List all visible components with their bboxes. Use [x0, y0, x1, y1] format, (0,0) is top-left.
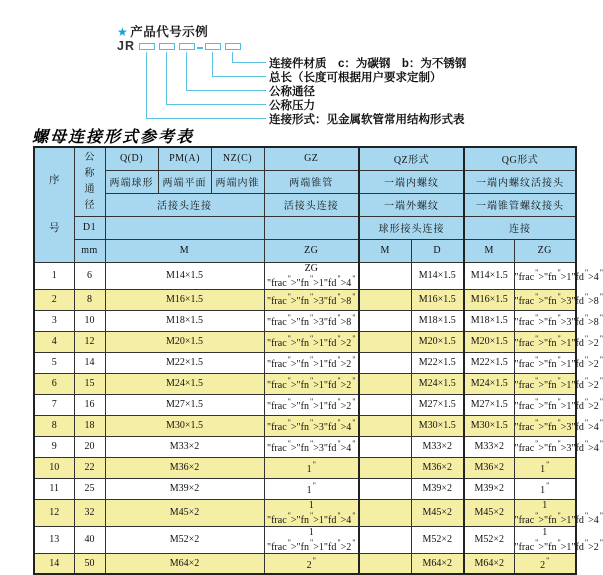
cell-m: M33×2 [105, 436, 264, 457]
cell-m: M20×1.5 [105, 331, 264, 352]
header-qg-zg-unit: ZG [514, 239, 576, 262]
cell-gz: "frac">"fn">3"fd">4" [264, 436, 359, 457]
cell-qg-m: M64×2 [464, 553, 514, 574]
cell-qg-m: M16×1.5 [464, 289, 514, 310]
header-mm: mm [74, 239, 105, 262]
cell-qg-zg: 1" [514, 457, 576, 478]
cell-m: M16×1.5 [105, 289, 264, 310]
cell-gz: "frac">"fn">1"fd">2" [264, 373, 359, 394]
cell-dn: 18 [74, 415, 105, 436]
table-row [34, 289, 576, 310]
cell-qg-zg: "frac">"fn">1"fd">2" [514, 352, 576, 373]
table-row [34, 373, 576, 394]
cell-gz: "frac">"fn">1"fd">2" [264, 331, 359, 352]
cell-dn: 15 [74, 373, 105, 394]
cell-gz: 1 "frac">"fn">1"fd">2" [264, 526, 359, 553]
header-gz-code: GZ [264, 147, 359, 170]
header-gz-union-joint: 活接头连接 [264, 193, 359, 216]
diagram-label-diameter: 公称通径 [269, 86, 315, 98]
cell-qg-zg: 1" [514, 478, 576, 499]
cell-gz: "frac">"fn">3"fd">8" [264, 310, 359, 331]
cell-qz-m [359, 289, 411, 310]
cell-dn: 14 [74, 352, 105, 373]
cell-m: M52×2 [105, 526, 264, 553]
cell-m: M45×2 [105, 499, 264, 526]
cell-m: M36×2 [105, 457, 264, 478]
header-pm-type: 两端平面 [158, 170, 211, 193]
header-nz-code: NZ(C) [211, 147, 264, 170]
cell-gz: ZG "frac">"fn">1"fd">4" [264, 262, 359, 289]
cell-qz-m [359, 478, 411, 499]
cell-seq: 12 [34, 499, 74, 526]
cell-qz-m [359, 526, 411, 553]
cell-seq: 14 [34, 553, 74, 574]
cell-qz-d: M39×2 [411, 478, 464, 499]
cell-qg-m: M18×1.5 [464, 310, 514, 331]
cell-qg-zg: 1 "frac">"fn">1"fd">2" [514, 526, 603, 553]
header-seq: 序号 [34, 147, 74, 262]
header-gz-unit: ZG [264, 239, 359, 262]
cell-gz: 1 "frac">"fn">1"fd">4" [264, 499, 359, 526]
cell-qz-m [359, 436, 411, 457]
header-nz-type: 两端内锥 [211, 170, 264, 193]
cell-seq: 8 [34, 415, 74, 436]
cell-seq: 10 [34, 457, 74, 478]
cell-qg-zg: "frac">"fn">3"fd">4" [514, 436, 576, 457]
cell-qz-m [359, 499, 411, 526]
cell-qg-zg: "frac">"fn">1"fd">2" [514, 331, 576, 352]
header-qz-ball-joint: 球形接头连接 [359, 216, 464, 239]
cell-gz: 1" [264, 478, 359, 499]
header-qg-connection: 连接 [464, 216, 576, 239]
cell-seq: 1 [34, 262, 74, 289]
cell-seq: 7 [34, 394, 74, 415]
cell-dn: 8 [74, 289, 105, 310]
cell-qz-m [359, 310, 411, 331]
cell-qz-d: M45×2 [411, 499, 464, 526]
cell-qz-d: M14×1.5 [411, 262, 464, 289]
cell-qg-m: M20×1.5 [464, 331, 514, 352]
cell-qz-d: M27×1.5 [411, 394, 464, 415]
cell-qz-m [359, 457, 411, 478]
header-blank-gz [264, 216, 359, 239]
cell-gz: "frac">"fn">1"fd">2" [264, 394, 359, 415]
cell-seq: 3 [34, 310, 74, 331]
cell-qg-zg: "frac">"fn">1"fd">2" [514, 373, 576, 394]
cell-qg-m: M22×1.5 [464, 352, 514, 373]
cell-seq: 2 [34, 289, 74, 310]
cell-qz-d: M20×1.5 [411, 331, 464, 352]
table-row [34, 499, 576, 526]
cell-seq: 9 [34, 436, 74, 457]
table-header [34, 147, 576, 262]
cell-qg-zg: 2" [514, 553, 576, 574]
table-row [34, 478, 576, 499]
cell-m: M64×2 [105, 553, 264, 574]
cell-seq: 13 [34, 526, 74, 553]
cell-dn: 25 [74, 478, 105, 499]
cell-qz-m [359, 553, 411, 574]
diagram-label-connection: 连接形式：见金属软管常用结构形式表 [269, 114, 465, 126]
cell-qg-m: M36×2 [464, 457, 514, 478]
table-row [34, 331, 576, 352]
cell-qg-zg: "frac">"fn">3"fd">8" [514, 310, 576, 331]
cell-qz-m [359, 262, 411, 289]
cell-dn: 6 [74, 262, 105, 289]
cell-qz-m [359, 415, 411, 436]
cell-m: M18×1.5 [105, 310, 264, 331]
cell-qg-zg: "frac">"fn">1"fd">2" [514, 394, 576, 415]
cell-qg-m: M24×1.5 [464, 373, 514, 394]
cell-qz-d: M33×2 [411, 436, 464, 457]
cell-qz-d: M30×1.5 [411, 415, 464, 436]
cell-m: M22×1.5 [105, 352, 264, 373]
table-body [34, 262, 603, 574]
cell-qz-d: M36×2 [411, 457, 464, 478]
table-title: 螺母连接形式参考表 [32, 129, 195, 146]
cell-dn: 40 [74, 526, 105, 553]
cell-qg-zg: "frac">"fn">3"fd">8" [514, 289, 576, 310]
cell-qz-d: M18×1.5 [411, 310, 464, 331]
cell-qz-d: M16×1.5 [411, 289, 464, 310]
header-blank-left [105, 216, 264, 239]
cell-gz: "frac">"fn">1"fd">2" [264, 352, 359, 373]
cell-qz-d: M24×1.5 [411, 373, 464, 394]
cell-qz-m [359, 352, 411, 373]
cell-seq: 5 [34, 352, 74, 373]
header-qg-code: QG形式 [464, 147, 576, 170]
cell-qg-zg: "frac">"fn">1"fd">4" [514, 262, 576, 289]
table-row [34, 262, 576, 289]
cell-gz: "frac">"fn">3"fd">4" [264, 415, 359, 436]
cell-gz: 2" [264, 553, 359, 574]
cell-qg-zg: "frac">"fn">3"fd">4" [514, 415, 576, 436]
cell-dn: 32 [74, 499, 105, 526]
diagram-label-length: 总长（长度可根据用户要求定制） [269, 72, 442, 84]
cell-qg-m: M45×2 [464, 499, 514, 526]
code-box-5 [225, 43, 241, 50]
diagram-title-text: 产品代号示例 [130, 25, 209, 39]
cell-gz: "frac">"fn">3"fd">8" [264, 289, 359, 310]
cell-qz-m [359, 373, 411, 394]
cell-m: M14×1.5 [105, 262, 264, 289]
header-qz-d-unit: D [411, 239, 464, 262]
cell-dn: 16 [74, 394, 105, 415]
cell-qg-zg: 1 "frac">"fn">1"fd">4" [514, 499, 603, 526]
cell-dn: 50 [74, 553, 105, 574]
cell-qg-m: M33×2 [464, 436, 514, 457]
cell-qg-m: M27×1.5 [464, 394, 514, 415]
cell-qz-d: M22×1.5 [411, 352, 464, 373]
header-qz-external-thread: 一端外螺纹 [359, 193, 464, 216]
cell-m: M30×1.5 [105, 415, 264, 436]
table-row [34, 436, 576, 457]
code-dash [197, 47, 203, 49]
code-box-1 [139, 43, 155, 50]
cell-qz-m [359, 331, 411, 352]
cell-seq: 4 [34, 331, 74, 352]
header-qz-type: 一端内螺纹 [359, 170, 464, 193]
cell-dn: 20 [74, 436, 105, 457]
header-qg-m-unit: M [464, 239, 514, 262]
diagram-title [117, 22, 208, 40]
header-qz-code: QZ形式 [359, 147, 464, 170]
cell-qg-m: M30×1.5 [464, 415, 514, 436]
table-row [34, 457, 576, 478]
header-q-code: Q(D) [105, 147, 158, 170]
header-qg-taper-thread: 一端锥管螺纹接头 [464, 193, 576, 216]
cell-gz: 1" [264, 457, 359, 478]
code-box-4 [205, 43, 221, 50]
star-icon: ★ [117, 25, 129, 39]
table-row [34, 352, 576, 373]
cell-seq: 6 [34, 373, 74, 394]
cell-seq: 11 [34, 478, 74, 499]
code-box-3 [179, 43, 195, 50]
nut-connection-reference-table [33, 146, 603, 575]
product-code-prefix: JR [117, 39, 135, 53]
header-q-type: 两端球形 [105, 170, 158, 193]
table-row [34, 394, 576, 415]
table-row [34, 526, 576, 553]
header-qz-m-unit: M [359, 239, 411, 262]
table-row [34, 310, 576, 331]
header-m-unit: M [105, 239, 264, 262]
header-gz-type: 两端锥管 [264, 170, 359, 193]
cell-qz-m [359, 394, 411, 415]
header-qg-type: 一端内螺纹活接头 [464, 170, 576, 193]
diagram-label-material: 连接件材质 c：为碳钢 b：为不锈钢 [269, 58, 467, 70]
cell-dn: 10 [74, 310, 105, 331]
diagram-label-pressure: 公称压力 [269, 100, 315, 112]
cell-dn: 22 [74, 457, 105, 478]
cell-qz-d: M64×2 [411, 553, 464, 574]
cell-qz-d: M52×2 [411, 526, 464, 553]
connector-line-5 [232, 52, 266, 63]
code-box-2 [159, 43, 175, 50]
cell-qg-m: M52×2 [464, 526, 514, 553]
table-row [34, 553, 576, 574]
header-pm-code: PM(A) [158, 147, 211, 170]
cell-qg-m: M14×1.5 [464, 262, 514, 289]
cell-m: M24×1.5 [105, 373, 264, 394]
header-d1: D1 [74, 216, 105, 239]
table-row [34, 415, 576, 436]
cell-qg-m: M39×2 [464, 478, 514, 499]
header-union-joint: 活接头连接 [105, 193, 264, 216]
header-nominal-diameter: 公称通径 [74, 147, 105, 216]
cell-m: M27×1.5 [105, 394, 264, 415]
cell-m: M39×2 [105, 478, 264, 499]
cell-dn: 12 [74, 331, 105, 352]
